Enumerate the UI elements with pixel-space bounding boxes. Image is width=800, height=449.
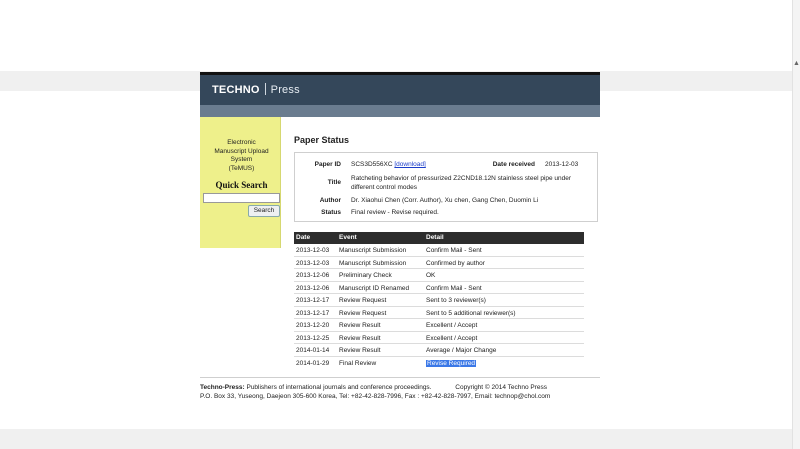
footer-brand: Techno-Press:: [200, 384, 245, 391]
sidebar-title-line: System: [230, 156, 253, 163]
cell-date: 2013-12-03: [296, 247, 330, 254]
cell-date: 2014-01-14: [296, 347, 330, 354]
cell-date: 2013-12-03: [296, 259, 330, 267]
author-label: Author: [319, 197, 341, 204]
table-row: [294, 244, 584, 257]
footer-publisher-line: [200, 384, 547, 391]
cell-date: 2013-12-06: [296, 272, 330, 279]
table-row: [294, 282, 584, 295]
cell-detail: Sent to 5 additional reviewer(s): [426, 309, 516, 317]
logo-divider: [265, 83, 266, 95]
cell-event: Review Request: [339, 309, 387, 317]
cell-event: Review Request: [339, 297, 387, 304]
sidebar-title-line: Manuscript Upload: [214, 147, 269, 155]
logo-press: Press: [270, 84, 300, 96]
site-header: [200, 72, 600, 105]
date-received-value: 2013-12-03: [545, 161, 579, 168]
sidebar-title-line: (TeMUS): [228, 164, 255, 172]
cell-date: 2014-01-29: [296, 359, 330, 367]
footer-tagline: Publishers of international journals and conference proceedings.: [244, 384, 432, 391]
search-input[interactable]: [203, 193, 280, 203]
header-subbar: [200, 105, 600, 117]
cell-event: Manuscript Submission: [339, 259, 407, 267]
cell-date: 2013-12-06: [296, 284, 330, 292]
cell-detail: OK: [426, 272, 436, 279]
download-link[interactable]: [download]: [394, 161, 426, 168]
events-table-header: [294, 232, 584, 244]
search-button[interactable]: Search: [248, 205, 280, 217]
table-row: [294, 307, 584, 320]
col-header-detail: Detail: [426, 234, 444, 241]
paper-id-text: SCS3D556XC: [351, 161, 393, 168]
title-label: Title: [327, 179, 341, 186]
scroll-up-icon[interactable]: ▲: [793, 60, 800, 67]
cell-date: 2013-12-20: [296, 322, 330, 329]
page-title: Paper Status: [294, 135, 350, 145]
table-row: [294, 257, 584, 270]
cell-detail-selected[interactable]: Revise Required: [427, 359, 476, 367]
cell-event: Preliminary Check: [339, 272, 392, 279]
table-row: [294, 319, 584, 332]
cell-event: Manuscript ID Renamed: [339, 284, 410, 292]
cell-date: 2013-12-17: [296, 309, 330, 317]
date-received-label: Date received: [492, 161, 535, 168]
footer-divider: [200, 377, 600, 378]
cell-event: Manuscript Submission: [339, 247, 407, 254]
footer-copyright: Copyright © 2014 Techno Press: [455, 384, 548, 391]
status-label: Status: [321, 209, 341, 216]
sidebar: [200, 117, 281, 248]
col-header-event: Event: [339, 234, 357, 241]
title-value: Ratcheting behavior of pressurized Z2CND18.12N stainless steel pipe under different control modes: [351, 175, 572, 191]
cell-event: Review Result: [339, 347, 381, 354]
table-row: [294, 332, 584, 345]
paper-id-label: Paper ID: [314, 161, 341, 168]
cell-detail: Sent to 3 reviewer(s): [426, 297, 486, 304]
cell-detail: Excellent / Accept: [426, 334, 478, 342]
cell-event: Review Result: [339, 322, 381, 329]
footer-contact-line: P.O. Box 33, Yuseong, Daejeon 305-600 Korea, Tel: +82-42-828-7996, Fax : +82-42-828-7997, Email: technop@chol.com: [200, 393, 551, 400]
logo-techno: TECHNO: [212, 84, 260, 96]
sidebar-title-line: Electronic: [227, 139, 256, 146]
sidebar-system-title: [200, 139, 283, 173]
status-value: Final review - Revise required.: [351, 209, 439, 216]
table-row: [294, 344, 584, 357]
cell-detail: Excellent / Accept: [426, 322, 478, 329]
cell-event: Final Review: [339, 359, 377, 367]
browser-background-bottom: [0, 429, 800, 449]
site-logo[interactable]: [212, 83, 300, 96]
paper-id-value: [351, 161, 426, 168]
cell-detail: Confirm Mail - Sent: [426, 247, 482, 254]
quick-search-heading: Quick Search: [215, 180, 268, 190]
cell-detail: Confirm Mail - Sent: [426, 284, 482, 292]
cell-detail: Confirmed by author: [426, 259, 485, 267]
page-scrollbar[interactable]: [792, 0, 800, 449]
author-value: Dr. Xiaohui Chen (Corr. Author), Xu chen, Gang Chen, Duomin Li: [351, 197, 539, 204]
cell-detail: Average / Major Change: [426, 347, 497, 354]
table-row: [294, 269, 584, 282]
cell-date: 2013-12-25: [296, 334, 330, 342]
paper-info-box: [294, 152, 598, 222]
table-row: [294, 294, 584, 307]
cell-event: Review Result: [339, 334, 381, 342]
table-row: [294, 357, 584, 370]
cell-date: 2013-12-17: [296, 297, 330, 304]
col-header-date: Date: [296, 234, 311, 241]
